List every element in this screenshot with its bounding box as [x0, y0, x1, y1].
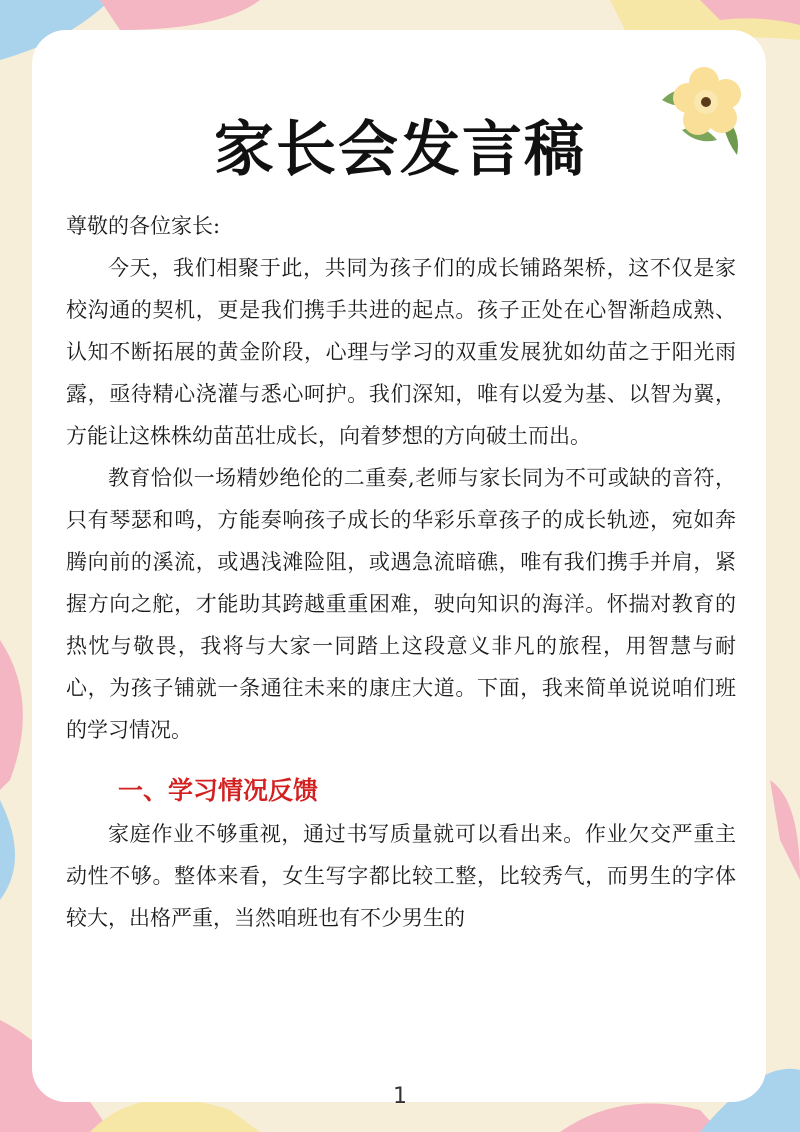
section-paragraph: 家庭作业不够重视，通过书写质量就可以看出来。作业欠交严重主动性不够。整体来看，女生写字都比较工整，比较秀气，而男生的字体较大，出格严重，当然咱班也有不少男生的 — [66, 822, 736, 930]
page-title: 家长会发言稿 — [214, 115, 586, 185]
paragraph-1: 今天，我们相聚于此，共同为孩子们的成长铺路架桥，这不仅是家校沟通的契机，更是我们携手共进的起点。孩子正处在心智渐趋成熟、认知不断拓展的黄金阶段，心理与学习的双重发展犹如幼苗之于阳光雨露，亟待精心浇灌与悉心呵护。我们深知，唯有以爱为基、以智为翼，方能让这株株幼苗茁壮成长，向着梦想的方向破土而出。 — [66, 256, 736, 448]
paragraph-2: 教育恰似一场精妙绝伦的二重奏,老师与家长同为不可或缺的音符，只有琴瑟和鸣，方能奏响孩子成长的华彩乐章孩子的成长轨迹，宛如奔腾向前的溪流，或遇浅滩险阻，或遇急流暗礁，唯有我们携手并肩，紧握方向之舵，才能助其跨越重重困难，驶向知识的海洋。怀揣对教育的热忱与敬畏，我将与大家一同踏上这段意义非凡的旅程，用智慧与耐心，为孩子铺就一条通往未来的康庄大道。下面，我来简单说说咱们班的学习情况。 — [66, 466, 736, 742]
page-number: 1 — [393, 1084, 407, 1109]
section-heading: 一、学习情况反馈 — [118, 776, 319, 805]
document-body — [66, 205, 736, 939]
greeting: 尊敬的各位家长: — [66, 214, 221, 238]
